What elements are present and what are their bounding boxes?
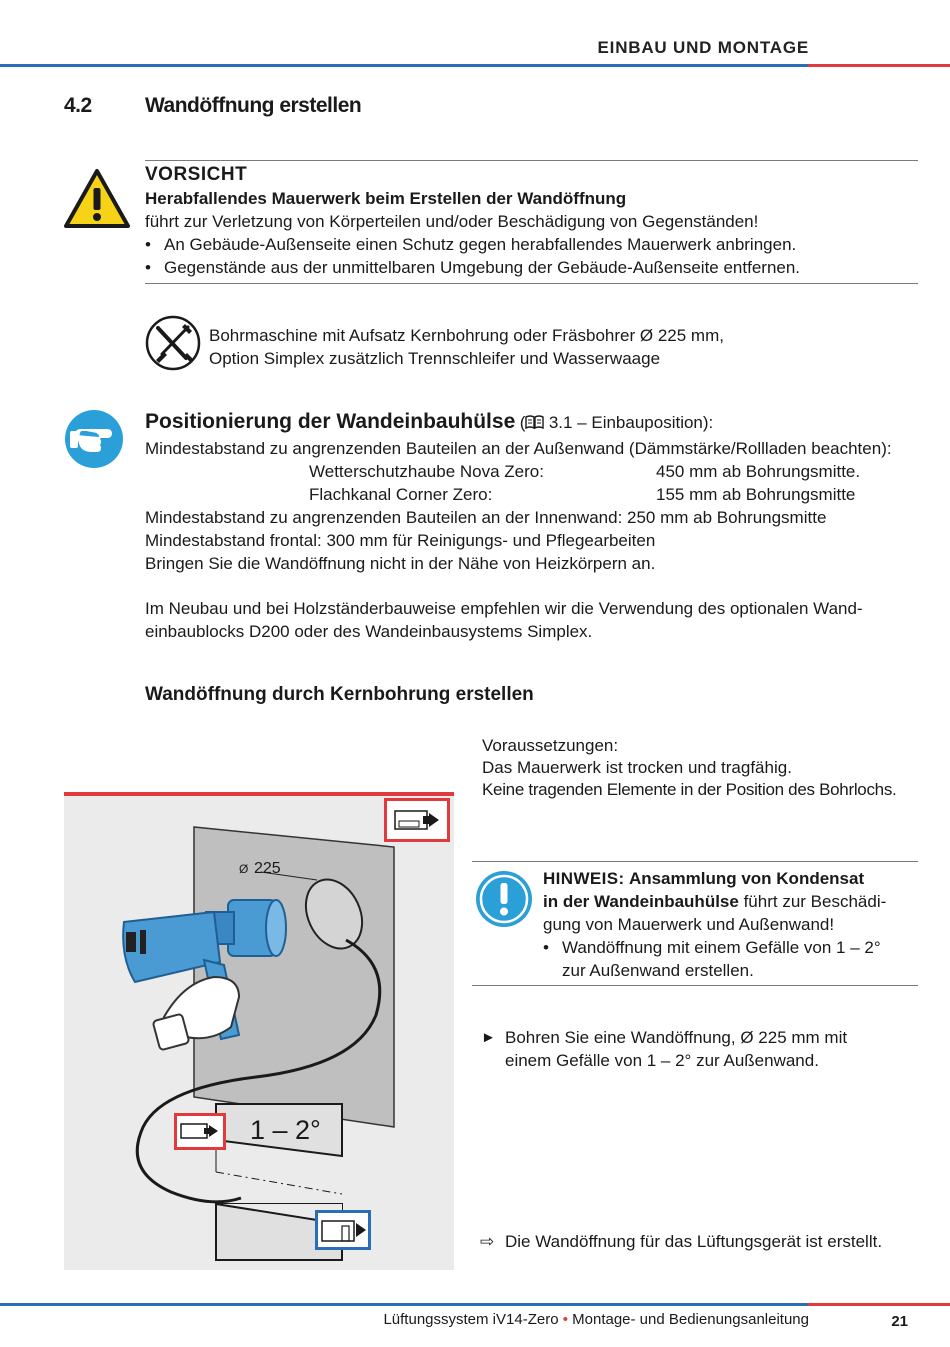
notice-label: HINWEIS — [543, 869, 619, 888]
book-icon — [525, 415, 544, 429]
result-arrow-icon: ⇨ — [480, 1232, 495, 1251]
inside-symbol — [315, 1210, 371, 1250]
notice-bullet-continuation: zur Außenwand erstellen. — [562, 961, 754, 980]
positioning-line-2: Mindestabstand zu angrenzenden Bauteilen an der Innenwand: 250 mm ab Bohrungsmitte — [145, 508, 827, 527]
step-arrow-icon: ► — [481, 1029, 496, 1046]
page-number: 21 — [891, 1313, 908, 1330]
positioning-para-1: Im Neubau und bei Holzständerbauweise empfehlen wir die Verwendung des optionalen Wand- — [145, 599, 863, 618]
caution-heading: Herabfallendes Mauerwerk beim Erstellen der Wandöffnung — [145, 189, 627, 208]
positioning-para-2: einbaublocks D200 oder des Wandeinbausystems Simplex. — [145, 622, 593, 641]
caution-text: führt zur Verletzung von Körperteilen und/oder Beschädigung von Gegenständen! — [145, 212, 759, 231]
core-drilling-heading: Wandöffnung durch Kernbohrung erstellen — [145, 684, 534, 705]
tools-icon — [144, 314, 202, 372]
prereq-line-2: Keine tragenden Elemente in der Position des Bohrlochs. — [482, 780, 897, 799]
slope-label: 1 – 2° — [250, 1115, 321, 1145]
notice-text-b: gung von Mauerwerk und Außenwand! — [543, 915, 835, 934]
warning-triangle-icon — [63, 168, 131, 230]
notice-line-2 — [543, 890, 886, 913]
positioning-line-4: Bringen Sie die Wandöffnung nicht in der Nähe von Heizkörpern an. — [145, 554, 656, 573]
positioning-line-1: Mindestabstand zu angrenzenden Bauteilen an der Außenwand (Dämmstärke/Rollladen beachten): — [145, 439, 892, 458]
positioning-row-label: Flachkanal Corner Zero: — [309, 485, 493, 504]
positioning-row-value: 155 mm ab Bohrungsmitte — [656, 485, 856, 504]
section-number: 4.2 — [64, 94, 92, 117]
step-line-2: einem Gefälle von 1 – 2° zur Außenwand. — [505, 1051, 819, 1070]
prereq-title: Voraussetzungen: — [482, 736, 619, 755]
tools-line-1: Bohrmaschine mit Aufsatz Kernbohrung oder Fräsbohrer Ø 225 mm, — [209, 326, 724, 345]
notice-bottom-rule — [472, 985, 918, 986]
list-item: • Wandöffnung mit einem Gefälle von 1 – 2° — [543, 936, 881, 959]
positioning-row-value: 450 mm ab Bohrungsmitte. — [656, 462, 861, 481]
positioning-line-3: Mindestabstand frontal: 300 mm für Reinigungs- und Pflegearbeiten — [145, 531, 656, 550]
inside-device-icon — [318, 1213, 368, 1247]
list-item: • An Gebäude-Außenseite einen Schutz gegen herabfallendes Mauerwerk anbringen. — [145, 233, 800, 256]
step-line-1: Bohren Sie eine Wandöffnung, Ø 225 mm mit — [505, 1028, 848, 1047]
section-title: Wandöffnung erstellen — [145, 94, 362, 117]
notice-top-rule — [472, 861, 918, 862]
prereq-line-1: Das Mauerwerk ist trocken und tragfähig. — [482, 758, 792, 777]
drilling-scene — [64, 792, 454, 1270]
notice-colon: : — [618, 869, 625, 888]
header-rule-red — [808, 64, 950, 67]
notice-bullet-list — [543, 936, 881, 959]
outside-arrow-icon — [177, 1116, 223, 1147]
caution-top-rule — [145, 160, 918, 161]
header-rule-blue — [0, 64, 808, 67]
footer-text — [383, 1311, 809, 1328]
outside-symbol-top — [384, 798, 450, 842]
footer-rule-red — [808, 1303, 950, 1306]
notice-line-1 — [543, 867, 864, 890]
diameter-value: 225 — [254, 860, 281, 877]
footer-rule-blue — [0, 1303, 808, 1306]
diameter-symbol: Ø — [239, 862, 249, 876]
footer-product: Lüftungssystem iV14-Zero — [383, 1311, 559, 1328]
header-title: EINBAU UND MONTAGE — [597, 38, 809, 57]
notice-heading-b: in der Wandeinbauhülse — [543, 892, 739, 911]
caution-bullet-list — [145, 233, 800, 279]
notice-text-a: führt zur Beschädi- — [743, 892, 887, 911]
outside-arrow-icon — [387, 801, 447, 839]
footer-manual: Montage- und Bedienungsanleitung — [572, 1311, 809, 1328]
positioning-heading-row — [145, 410, 713, 434]
result-text: Die Wandöffnung für das Lüftungsgerät ist erstellt. — [505, 1232, 883, 1251]
positioning-ref-open: ( — [519, 413, 526, 432]
info-exclamation-icon — [475, 870, 533, 928]
positioning-ref: 3.1 – Einbauposition): — [548, 413, 714, 432]
positioning-row-label: Wetterschutzhaube Nova Zero: — [309, 462, 544, 481]
notice-heading-a: Ansammlung von Kondensat — [628, 869, 865, 888]
footer-separator: • — [562, 1311, 568, 1328]
caution-title: VORSICHT — [145, 164, 248, 185]
list-item: • Gegenstände aus der unmittelbaren Umgebung der Gebäude-Außenseite entfernen. — [145, 256, 800, 279]
caution-bottom-rule — [145, 283, 918, 284]
positioning-heading: Positionierung der Wandeinbauhülse — [145, 410, 516, 433]
outside-symbol-section — [174, 1113, 226, 1150]
hand-pointer-icon — [64, 409, 124, 469]
tools-line-2: Option Simplex zusätzlich Trennschleifer und Wasserwaage — [209, 349, 661, 368]
drilling-illustration — [64, 792, 454, 1270]
